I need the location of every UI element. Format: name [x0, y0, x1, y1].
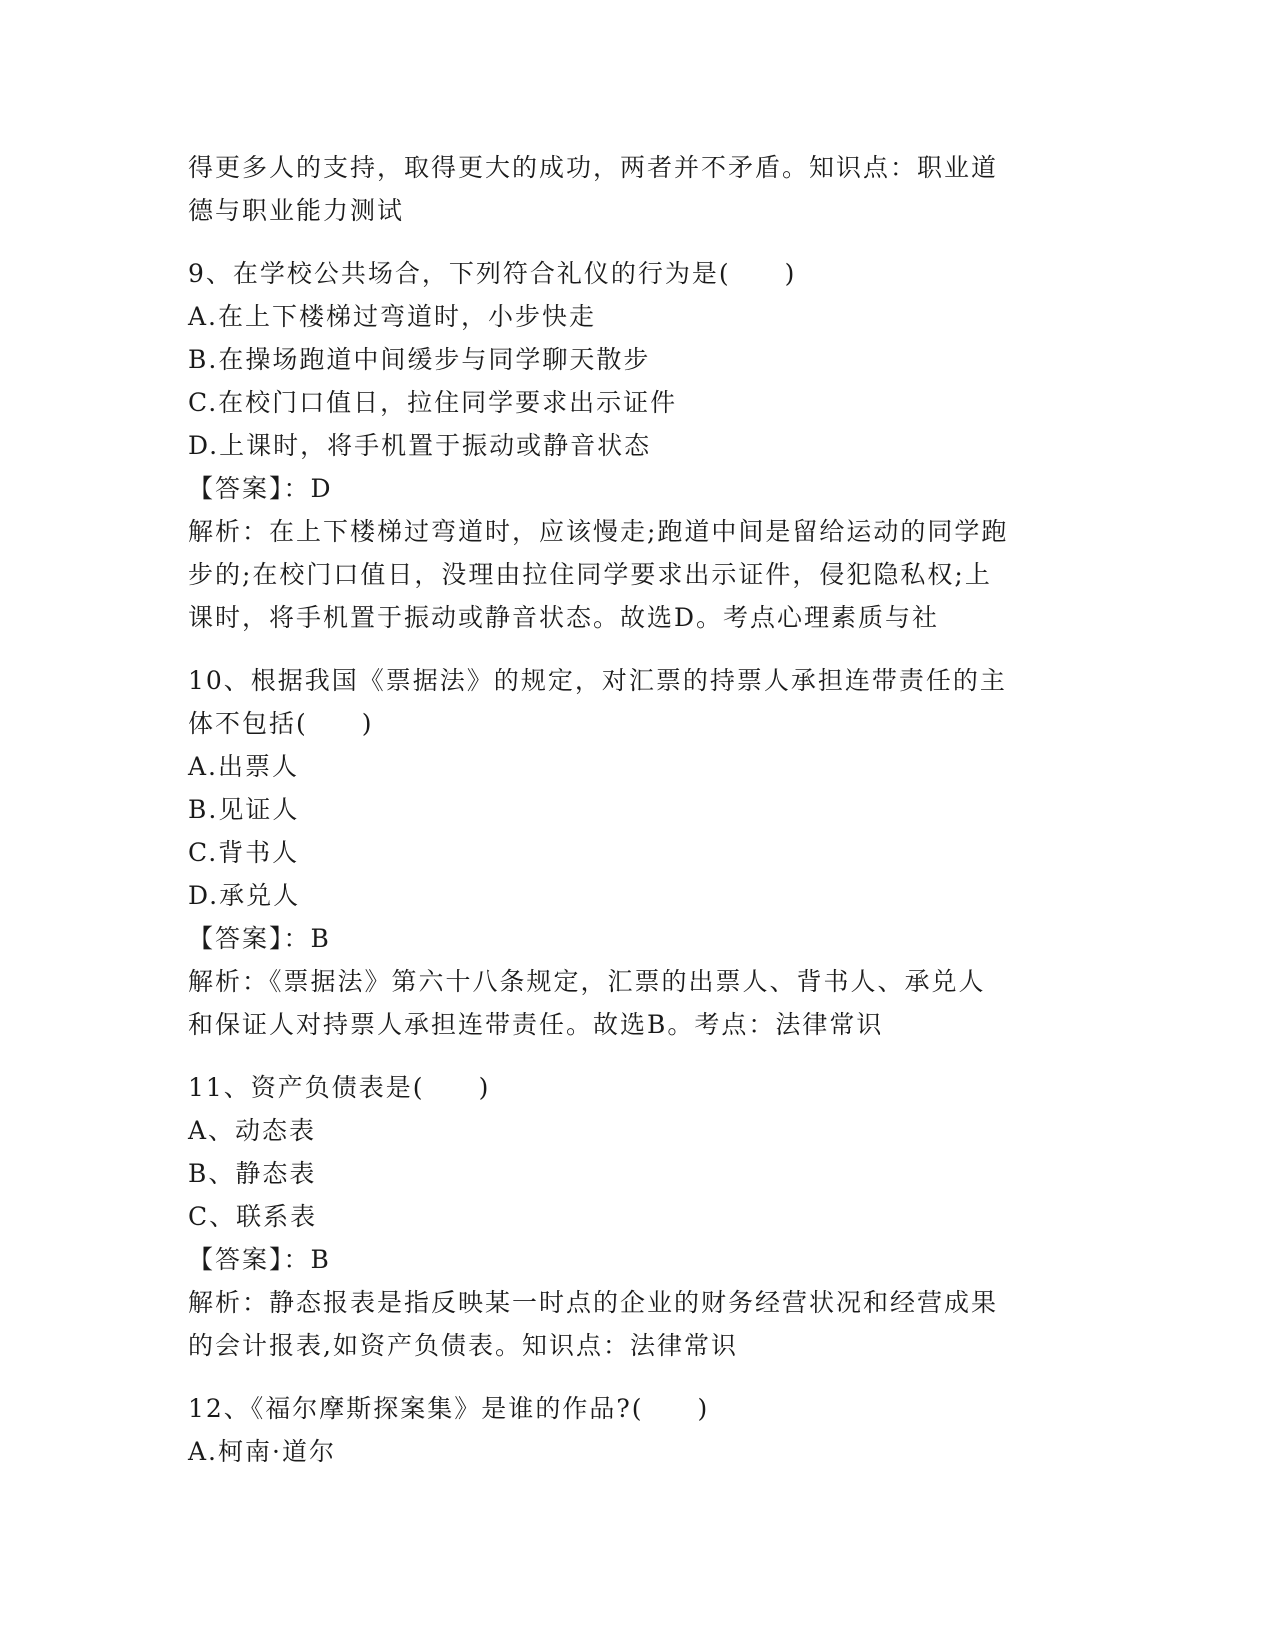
option-b: B.见证人 — [188, 795, 300, 824]
question-10 — [188, 659, 1078, 1046]
analysis-line: 解析：在上下楼梯过弯道时，应该慢走;跑道中间是留给运动的同学跑 — [188, 517, 1009, 546]
question-stem: 11、资产负债表是( ) — [188, 1073, 491, 1102]
answer: 【答案】：D — [188, 474, 333, 503]
option-a: A、动态表 — [188, 1116, 317, 1145]
analysis-line: 解析：静态报表是指反映某一时点的企业的财务经营状况和经营成果 — [188, 1288, 999, 1317]
option-d: D.上课时，将手机置于振动或静音状态 — [188, 431, 652, 460]
question-stem: 12、《福尔摩斯探案集》是谁的作品?( ) — [188, 1394, 710, 1423]
question-11 — [188, 1066, 1078, 1367]
question-stem: 9、在学校公共场合，下列符合礼仪的行为是( ) — [188, 259, 797, 288]
option-c: C、联系表 — [188, 1202, 318, 1231]
analysis-line: 的会计报表,如资产负债表。知识点：法律常识 — [188, 1331, 738, 1360]
option-b: B、静态表 — [188, 1159, 317, 1188]
option-a: A.柯南·道尔 — [188, 1437, 336, 1466]
option-c: C.背书人 — [188, 838, 300, 867]
analysis-line: 课时，将手机置于振动或静音状态。故选D。考点心理素质与社 — [188, 603, 940, 632]
question-12 — [188, 1387, 1078, 1473]
option-a: A.出票人 — [188, 752, 300, 781]
question-stem: 10、根据我国《票据法》的规定，对汇票的持票人承担连带责任的主 — [188, 666, 1007, 695]
page-content — [188, 146, 1078, 1473]
analysis-line: 德与职业能力测试 — [188, 196, 405, 225]
question-stem: 体不包括( ) — [188, 709, 374, 738]
analysis-line: 得更多人的支持，取得更大的成功，两者并不矛盾。知识点：职业道 — [188, 153, 999, 182]
option-d: D.承兑人 — [188, 881, 301, 910]
question-9 — [188, 252, 1078, 639]
analysis-line: 和保证人对持票人承担连带责任。故选B。考点：法律常识 — [188, 1010, 884, 1039]
answer: 【答案】：B — [188, 924, 331, 953]
analysis-line: 解析：《票据法》第六十八条规定，汇票的出票人、背书人、承兑人 — [188, 967, 986, 996]
answer: 【答案】：B — [188, 1245, 331, 1274]
option-c: C.在校门口值日，拉住同学要求出示证件 — [188, 388, 678, 417]
option-a: A.在上下楼梯过弯道时，小步快走 — [188, 302, 597, 331]
previous-analysis-continuation — [188, 146, 1078, 232]
option-b: B.在操场跑道中间缓步与同学聊天散步 — [188, 345, 651, 374]
analysis-line: 步的;在校门口值日，没理由拉住同学要求出示证件，侵犯隐私权;上 — [188, 560, 992, 589]
